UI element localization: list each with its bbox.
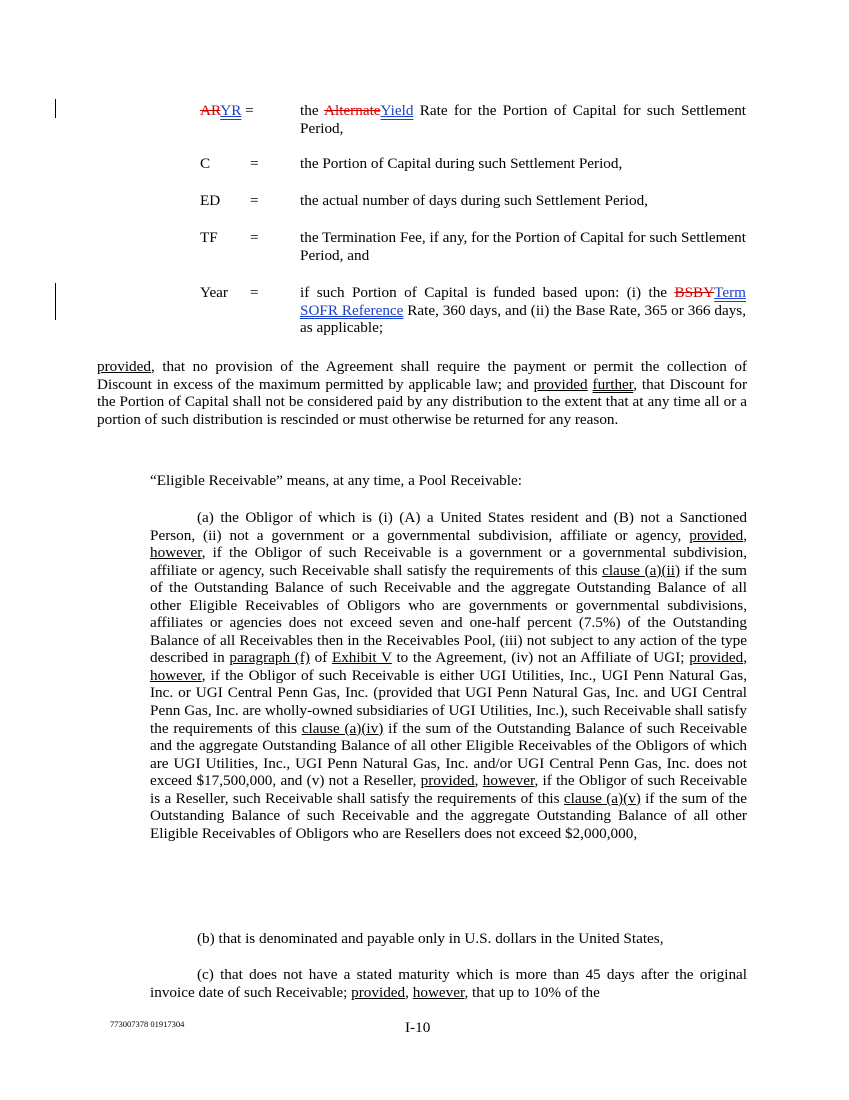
equals-sign: = (250, 155, 259, 172)
inserted-text: YR (220, 102, 242, 119)
equals-sign: = (250, 284, 259, 301)
change-bar (55, 99, 56, 118)
deleted-text: AR (200, 102, 221, 119)
cross-reference: clause (a)(v) (563, 789, 641, 807)
defined-term: provided (97, 358, 151, 375)
change-bar (55, 283, 56, 320)
defined-term: provided (689, 526, 744, 544)
deleted-text: Alternate (324, 102, 381, 119)
page-number: I-10 (405, 1019, 431, 1036)
definition-term (200, 102, 256, 120)
defined-term: provided (420, 772, 475, 790)
clause-b: (b) that is denominated and payable only in U.S. dollars in the United States, (197, 930, 664, 947)
definition-term: C (200, 155, 211, 172)
defined-term: provided (351, 983, 406, 1001)
cross-reference: clause (a)(ii) (602, 561, 681, 579)
definition-term: Year (200, 284, 228, 301)
defined-term: however (150, 544, 202, 562)
equals-sign: = (245, 102, 254, 119)
definition-text: the Portion of Capital during such Settlement Period, (300, 155, 623, 172)
definition-term: ED (200, 192, 221, 209)
defined-term: further (592, 375, 634, 393)
defined-term: however (150, 666, 202, 684)
cross-reference: clause (a)(iv) (301, 719, 384, 737)
inserted-text: Yield (380, 102, 414, 119)
definition-text: the Termination Fee, if any, for the Portion of Capital for such Settlement Period, and (300, 229, 746, 264)
defined-term: however (482, 772, 535, 790)
eligible-receivable-definition: “Eligible Receivable” means, at any time, a Pool Receivable: (150, 472, 522, 489)
cross-reference: Exhibit V (331, 649, 392, 667)
definition-term: TF (200, 229, 218, 246)
clause-c: (c) that does not have a stated maturity which is more than 45 days after the original invoice date of such Receivable; provided, however, that up to 10% of the (150, 966, 747, 1001)
definition-text: the AlternateYield Rate for the Portion of Capital for such Settlement Period, (300, 102, 747, 137)
defined-term: however (412, 983, 465, 1001)
defined-term: provided (689, 649, 744, 667)
clause-a: (a) the Obligor of which is (i) (A) a United States resident and (B) not a Sanctioned Person, (ii) not a government or a governmental subdivision, affiliate or agency, provided, however, if the Obligor of such Receivable is a government or a governmental subdivision, affiliate or agency, such Receivable shall satisfy the requirements of this clause (a)(ii) if the sum of the Outstanding Balance of such Receivable and the aggregate Outstanding Balance of all other Eligible Receivables of Obligors who are governments or governmental subdivisions, affiliates or agencies does not exceed seven and one-half percent (7.5%) of the Outstanding Balance of all Receivables then in the Receivables Pool, (iii) not subject to any action of the type described in paragraph (f) of Exhibit V to the Agreement, (iv) not an Affiliate of UGI; provided, however, if the Obligor of such Receivable is either UGI Utilities, Inc., UGI Penn Natural Gas, Inc. or UGI Central Penn Gas, Inc. (provided that UGI Penn Natural Gas, Inc. and UGI Central Penn Gas, Inc. are wholly-owned subsidiaries of UGI Utilities, Inc.), such Receivable shall satisfy the requirements of this clause (a)(iv) if the sum of the Outstanding Balance of such Receivable and the aggregate Outstanding Balance of all other Eligible Receivables of the Obligors of which are UGI Utilities, Inc., UGI Penn Natural Gas, Inc. and/or UGI Central Penn Gas, Inc. does not exceed $17,500,000, and (v) not a Reseller, provided, however, if the Obligor of such Receivable is a Reseller, such Receivable shall satisfy the requirements of this clause (a)(v) if the sum of the Outstanding Balance of such Receivable and the aggregate Outstanding Balance of all other Eligible Receivables of Obligors who are Resellers does not exceed $2,000,000, (150, 509, 748, 842)
definition-text: the actual number of days during such Settlement Period, (300, 192, 648, 209)
document-id: 773007378 01917304 (110, 1019, 185, 1029)
equals-sign: = (250, 192, 259, 209)
proviso-paragraph: provided, that no provision of the Agreement shall require the payment or permit the collection of Discount in excess of the maximum permitted by applicable law; and provided further, that Discount for the Portion of Capital shall not be considered paid by any distribution to the extent that at any time all or a portion of such distribution is rescinded or must otherwise be returned for any reason. (97, 358, 748, 428)
cross-reference: paragraph (f) (229, 649, 310, 667)
definition-text: if such Portion of Capital is funded based upon: (i) the BSBYTerm SOFR Reference Rate, 360 days, and (ii) the Base Rate, 365 or 366 days, as applicable; (300, 284, 746, 336)
equals-sign: = (250, 229, 259, 246)
deleted-text: BSBY (674, 284, 715, 301)
inserted-text: Term SOFR Reference (300, 284, 746, 319)
defined-term: provided (533, 375, 588, 393)
